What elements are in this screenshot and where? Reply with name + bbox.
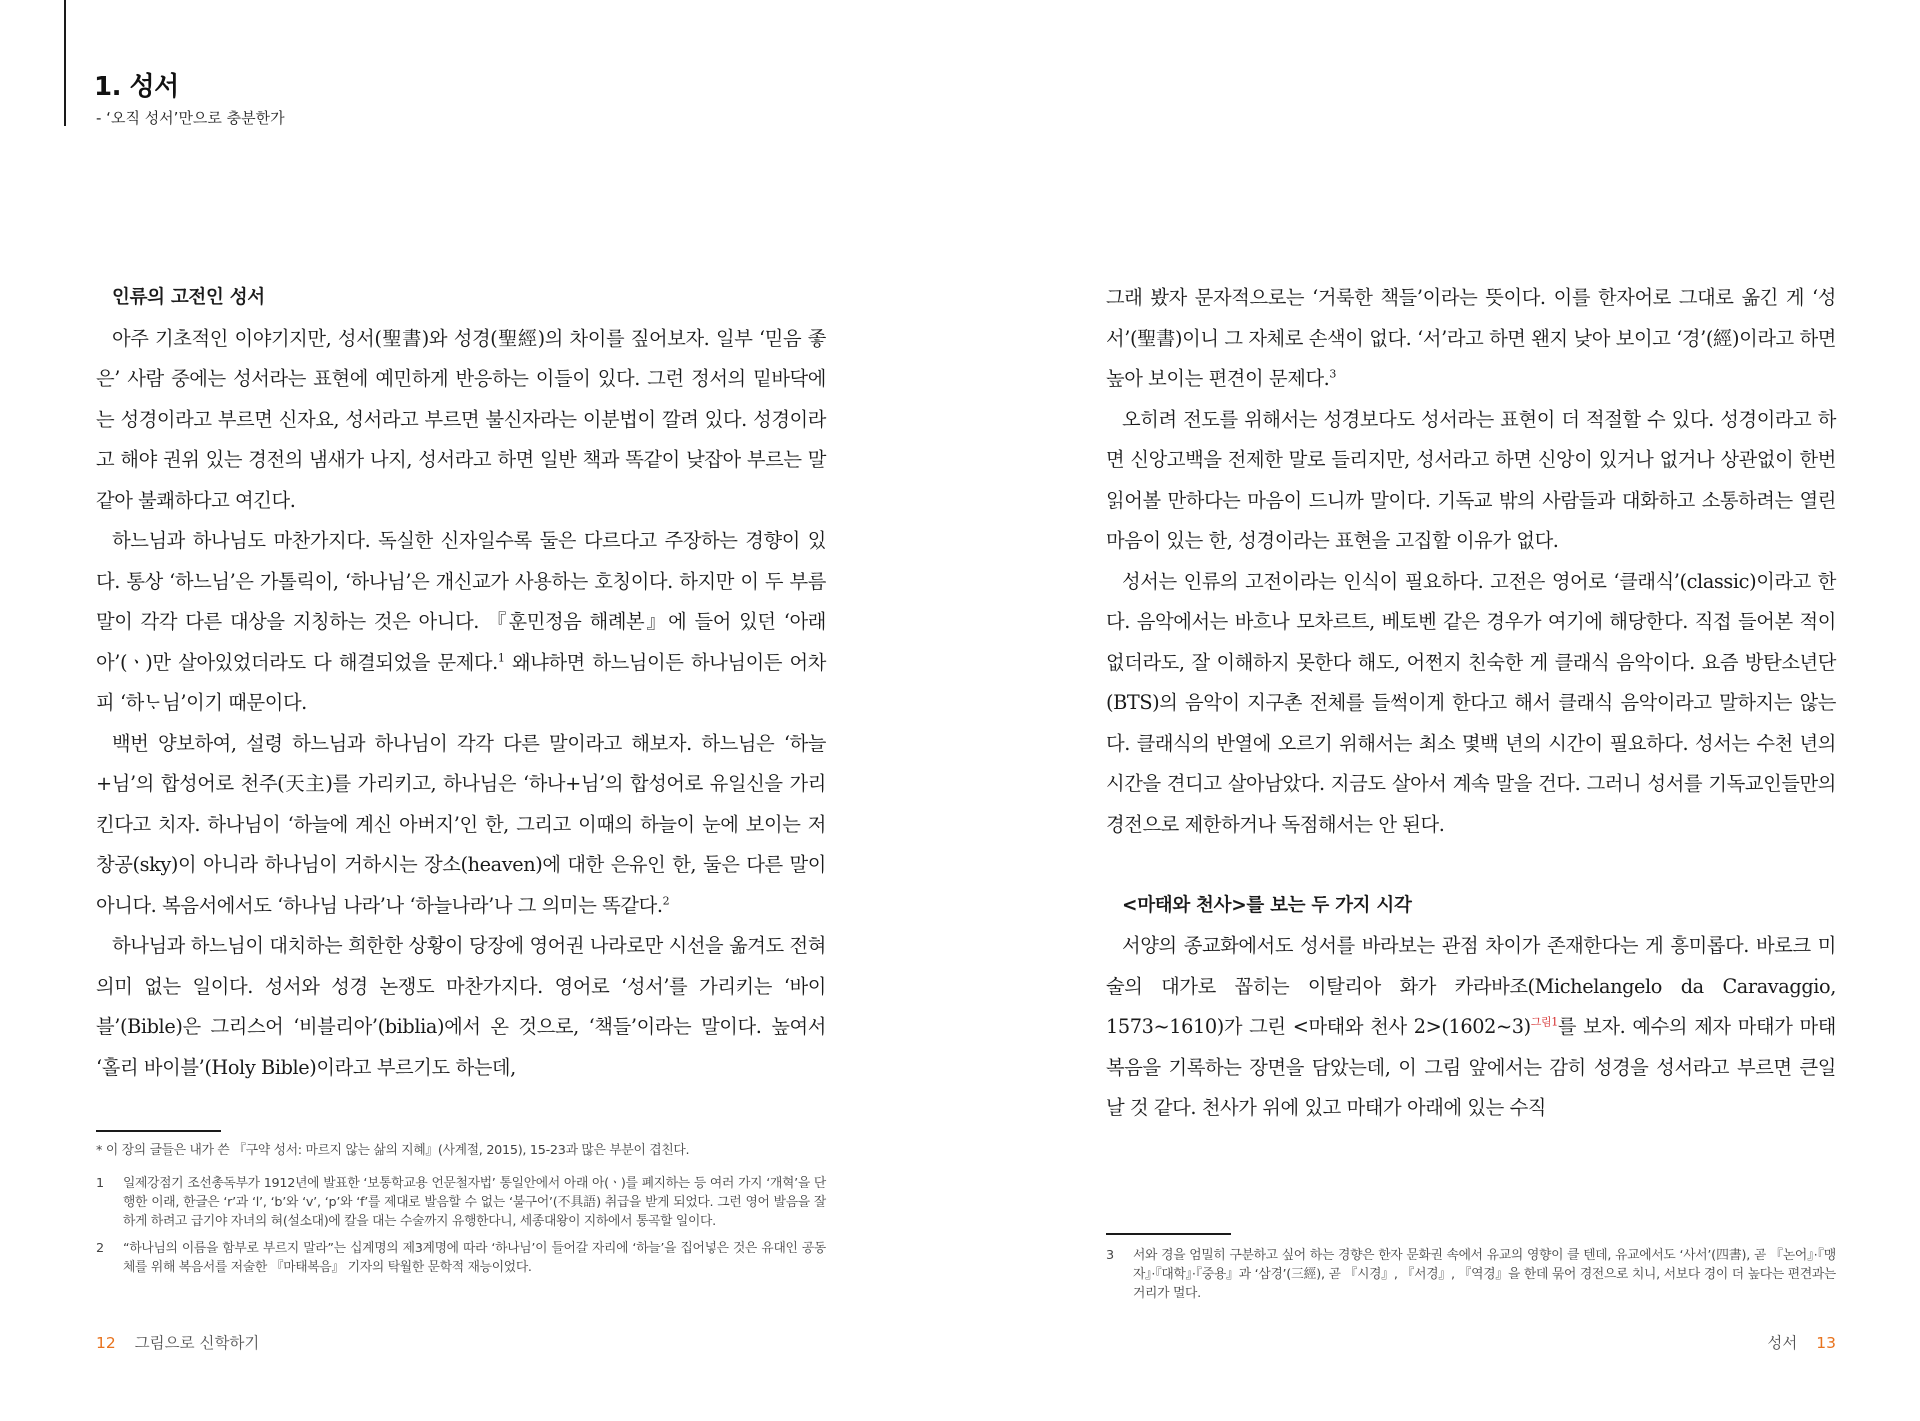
paragraph: 서양의 종교화에서도 성서를 바라보는 관점 차이가 존재한다는 게 흥미롭다. 바로크 미술의 대가로 꼽히는 이탈리아 화가 카라바조(Michelangelo da Caravaggio, 1573~1610)가 그린 <마태와 천사 2>(1602~3)$^{그림1}$를 보자. 예수의 제자 마태가 마태복음을 기록하는 장면을 담았는데, 이 그림 앞에서는 감히 성경을 성서라고 부르면 큰일 날 것 같다. 천사가 위에 있고 마태가 아래에 있는 수직 (1106, 934, 1836, 1119)
running-title: 그림으로 신학하기 (134, 1334, 260, 1352)
running-section: 성서 (1767, 1334, 1798, 1352)
chapter-title: 1. 성서 (94, 72, 179, 102)
left-footnotes (96, 1141, 826, 1285)
left-footer (96, 1331, 259, 1353)
paragraph: 하느님과 하나님도 마찬가지다. 독실한 신자일수록 둘은 다르다고 주장하는 경향이 있다. 통상 ‘하느님’은 가톨릭이, ‘하나님’은 개신교가 사용하는 호칭이다. 하지만 이 두 부름말이 각각 다른 대상을 지칭하는 것은 아니다. 『훈민정음 해례본』에 들어 있던 ‘아래 아’(ㆍ)만 살아있었더라도 다 해결되었을 문제다.$^1$ 왜냐하면 하느님이든 하나님이든 어차피 ‘하ᄂᆞ님’이기 때문이다. (96, 529, 827, 714)
paragraph: 백번 양보하여, 설령 하느님과 하나님이 각각 다른 말이라고 해보자. 하느님은 ‘하늘+님’의 합성어로 천주(天主)를 가리키고, 하나님은 ‘하나+님’의 합성어로 유일신을 가리킨다고 치자. 하나님이 ‘하늘에 계신 아버지’인 한, 그리고 이때의 하늘이 눈에 보이는 저 창공(sky)이 아니라 하나님이 거하시는 장소(heaven)에 대한 은유인 한, 둘은 다른 말이 아니다. 복음서에서도 ‘하나님 나라’나 ‘하늘나라’나 그 의미는 똑같다.$^2$ (96, 731, 826, 917)
footnote (96, 1174, 826, 1231)
footnote-ref[interactable]: 2 (662, 894, 670, 908)
footnote-number: 3 (1106, 1248, 1114, 1263)
footnote-text: “하나님의 이름을 함부로 부르지 말라”는 십계명의 제3계명에 따라 ‘하나님’이 들어갈 자리에 ‘하늘’을 집어넣은 것은 유대인 공동체를 위해 복음서를 저술한 『마태복음』 기자의 탁월한 문학적 재능이었다. (123, 1241, 826, 1275)
section-heading: 인류의 고전인 성서 (112, 287, 265, 308)
footnote-ref[interactable]: 3 (1329, 367, 1337, 381)
footnote-text: 서와 경을 엄밀히 구분하고 싶어 하는 경향은 한자 문화권 속에서 유교의 영향이 클 텐데, 유교에서도 ‘사서’(四書), 곧 『논어』·『맹자』·『대학』·『중용』과 ‘삼경’(三經), 곧 『시경』, 『서경』, 『역경』을 한데 묶어 경전으로 치니, 서보다 경이 더 높다는 편견과는 거리가 멀다. (1133, 1248, 1836, 1301)
footnote (1106, 1246, 1836, 1303)
page-number: 12 (96, 1334, 116, 1352)
footnote-number: 2 (96, 1241, 104, 1256)
section-heading: <마태와 천사>를 보는 두 가지 시각 (1122, 894, 1412, 916)
paragraph: 오히려 전도를 위해서는 성경보다도 성서라는 표현이 더 적절할 수 있다. 성경이라고 하면 신앙고백을 전제한 말로 들리지만, 성서라고 하면 신앙이 있거나 없거나 상관없이 한번 읽어볼 만하다는 마음이 드니까 말이다. 기독교 밖의 사람들과 대화하고 소통하려는 열린 마음이 있는 한, 성경이라는 표현을 고집할 이유가 없다. (1106, 407, 1836, 552)
paragraph: 하나님과 하느님이 대치하는 희한한 상황이 당장에 영어권 나라로만 시선을 옮겨도 전혀 의미 없는 일이다. 성서와 성경 논쟁도 마찬가지다. 영어로 ‘성서’를 가리키는 ‘바이블’(Bible)은 그리스어 ‘비블리아’(biblia)에서 온 것으로, ‘책들’이라는 말이다. 높여서 ‘홀리 바이블’(Holy Bible)이라고 부르기도 하는데, (96, 934, 826, 1079)
paragraph: 성서는 인류의 고전이라는 인식이 필요하다. 고전은 영어로 ‘클래식’(classic)이라고 한다. 음악에서는 바흐나 모차르트, 베토벤 같은 경우가 여기에 해당한다. 직접 들어본 적이 없더라도, 잘 이해하지 못한다 해도, 어쩐지 친숙한 게 클래식 음악이다. 요즘 방탄소년단(BTS)의 음악이 지구촌 전체를 들썩이게 한다고 해서 클래식 음악이라고 말하지는 않는다. 클래식의 반열에 오르기 위해서는 최소 몇백 년의 시간이 필요하다. 성서는 수천 년의 시간을 견디고 살아남았다. 지금도 살아서 계속 말을 건다. 그러니 성서를 기독교인들만의 경전으로 제한하거나 독점해서는 안 된다. (1106, 569, 1836, 836)
footnote-text: 일제강점기 조선총독부가 1912년에 발표한 ‘보통학교용 언문철자법’ 통일안에서 아래 아(ㆍ)를 폐지하는 등 여러 가지 ‘개혁’을 단행한 이래, 한글은 ‘r’과 ‘l’, ‘b’와 ‘v’, ‘p’와 ‘f’를 제대로 발음할 수 없는 ‘불구어’(不具語) 취급을 받게 되었다. 그런 영어 발음을 잘하게 하려고 급기야 자녀의 혀(설소대)에 칼을 대는 수술까지 유행한다니, 세종대왕이 지하에서 통곡할 일이다. (123, 1176, 826, 1229)
right-footer (1767, 1331, 1836, 1353)
left-page-body (96, 278, 826, 1088)
footnote-ref[interactable]: 1 (497, 651, 505, 665)
chapter-note: * 이 장의 글들은 내가 쓴 『구약 성서: 마르지 않는 삶의 지혜』(사계절, 2015), 15-23과 많은 부분이 겹친다. (96, 1143, 690, 1158)
figure-ref[interactable]: 그림1 (1530, 1015, 1558, 1029)
footnote-divider (1106, 1233, 1231, 1235)
right-page-body (1106, 278, 1836, 1129)
chapter-subtitle: - ‘오직 성서’만으로 충분한가 (96, 109, 285, 127)
paragraph: 그래 봤자 문자적으로는 ‘거룩한 책들’이라는 뜻이다. 이를 한자어로 그대로 옮긴 게 ‘성서’(聖書)이니 그 자체로 손색이 없다. ‘서’라고 하면 왠지 낮아 보이고 ‘경’(經)이라고 하면 높아 보이는 편견이 문제다.$^3$ (1106, 286, 1836, 390)
footnote (96, 1239, 826, 1277)
section-gap (1106, 845, 1836, 886)
chapter-marker-line (64, 0, 66, 126)
right-footnotes (1106, 1246, 1836, 1311)
page-number: 13 (1816, 1334, 1836, 1352)
footnote-divider (96, 1130, 221, 1132)
footnote-number: 1 (96, 1176, 104, 1191)
paragraph: 아주 기초적인 이야기지만, 성서(聖書)와 성경(聖經)의 차이를 짚어보자. 일부 ‘믿음 좋은’ 사람 중에는 성서라는 표현에 예민하게 반응하는 이들이 있다. 그런 정서의 밑바닥에는 성경이라고 부르면 신자요, 성서라고 부르면 불신자라는 이분법이 깔려 있다. 성경이라고 해야 권위 있는 경전의 냄새가 나지, 성서라고 하면 일반 책과 똑같이 낮잡아 부르는 말 같아 불쾌하다고 여긴다. (96, 326, 826, 512)
